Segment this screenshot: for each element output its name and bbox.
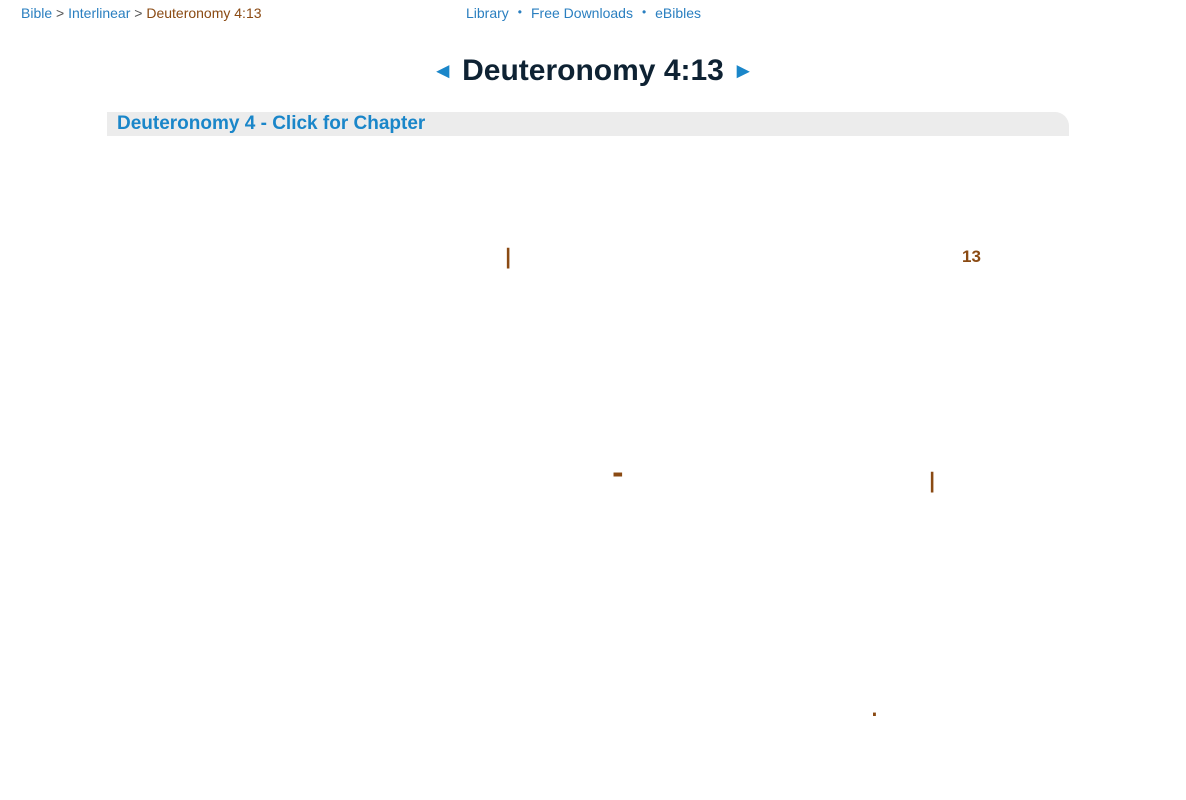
breadcrumb-interlinear-link[interactable]: Interlinear xyxy=(68,5,131,21)
breadcrumb xyxy=(21,5,262,21)
breadcrumb-separator: > xyxy=(134,5,143,21)
chapter-link[interactable]: Deuteronomy 4 - Click for Chapter xyxy=(117,113,426,134)
nav-dot-separator: • xyxy=(641,5,647,19)
next-verse-arrow-icon[interactable]: ► xyxy=(732,58,755,83)
punctuation-mark: ׀ xyxy=(504,240,513,273)
page-title: Deuteronomy 4:13 xyxy=(462,54,724,87)
nav-free-downloads-link[interactable]: Free Downloads xyxy=(531,5,633,21)
breadcrumb-separator: > xyxy=(56,5,65,21)
title-row xyxy=(0,54,1186,94)
chapter-bar xyxy=(107,112,1069,136)
punctuation-mark: . xyxy=(870,690,879,723)
maqaf-mark: ־ xyxy=(612,462,624,495)
top-bar xyxy=(0,0,1186,26)
punctuation-mark: ׀ xyxy=(928,464,937,497)
verse-number: 13 xyxy=(962,247,981,266)
previous-verse-arrow-icon[interactable]: ◄ xyxy=(431,58,454,83)
breadcrumb-current: Deuteronomy 4:13 xyxy=(146,5,262,21)
nav-ebibles-link[interactable]: eBibles xyxy=(655,5,702,21)
nav-library-link[interactable]: Library xyxy=(466,5,509,21)
nav-dot-separator: • xyxy=(517,5,522,19)
top-nav xyxy=(466,5,701,21)
breadcrumb-bible-link[interactable]: Bible xyxy=(21,5,53,21)
